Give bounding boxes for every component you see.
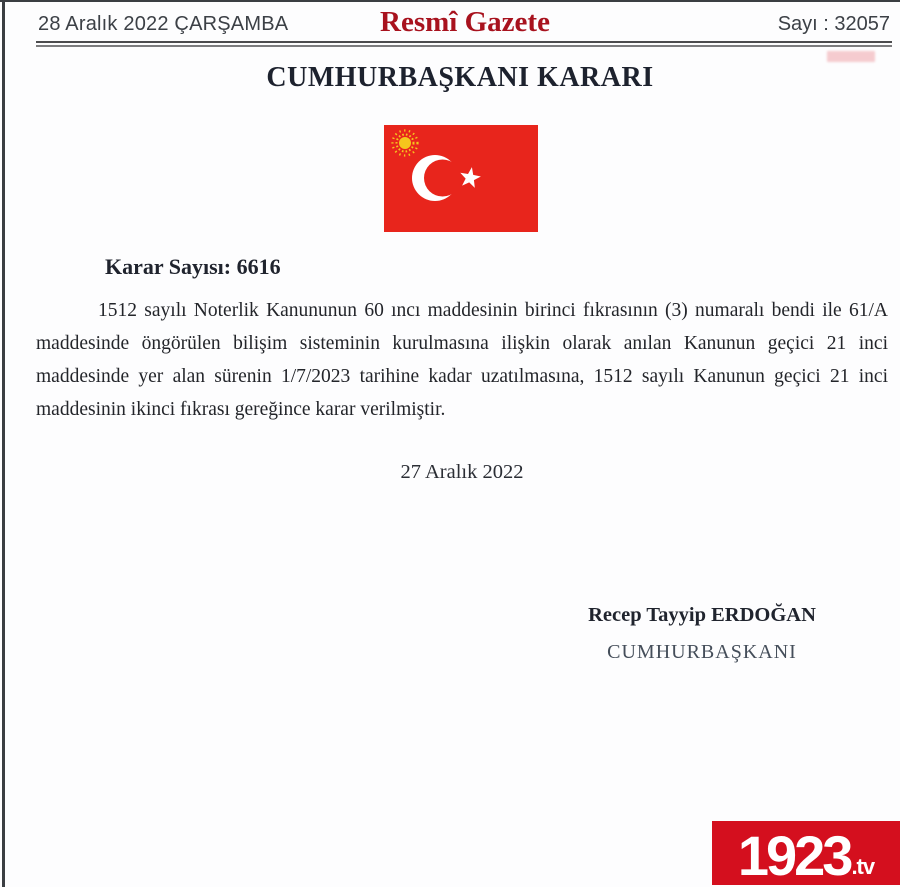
turkish-presidential-flag-image <box>384 125 538 232</box>
faint-red-watermark <box>827 51 875 62</box>
decision-number: Karar Sayısı: 6616 <box>105 254 281 279</box>
channel-logo-1923tv <box>712 821 900 885</box>
issue-number: Sayı : 32057 <box>777 13 890 35</box>
page-left-border <box>2 0 5 887</box>
masthead-divider <box>36 41 892 47</box>
signatory-name: Recep Tayyip ERDOĞAN <box>588 604 816 626</box>
page-top-border <box>0 0 900 2</box>
gazette-title: Resmî Gazete <box>380 6 550 38</box>
signing-date: 27 Aralık 2022 <box>400 461 524 483</box>
channel-logo-suffix-text: .tv <box>851 854 875 879</box>
signature-block <box>571 604 833 664</box>
decree-body-paragraph: 1512 sayılı Noterlik Kanununun 60 ıncı maddesinin birinci fıkrasının (3) numaralı bendi ile 61/A maddesinde öngörülen bilişim sisteminin kurulmasına ilişkin olarak anılan Kanunun geçici 21 inci maddesinde yer alan sürenin 1/7/2023 tarihine kadar uzatılmasına, 1512 sayılı Kanunun geçici 21 inci maddesinin ikinci fıkrası gereğince karar verilmiştir. <box>36 300 888 420</box>
signatory-title: CUMHURBAŞKANI <box>607 641 797 663</box>
masthead-date: 28 Aralık 2022 ÇARŞAMBA <box>38 13 289 35</box>
decree-heading: CUMHURBAŞKANI KARARI <box>266 62 654 93</box>
channel-logo-main-text: 1923 <box>737 824 851 887</box>
